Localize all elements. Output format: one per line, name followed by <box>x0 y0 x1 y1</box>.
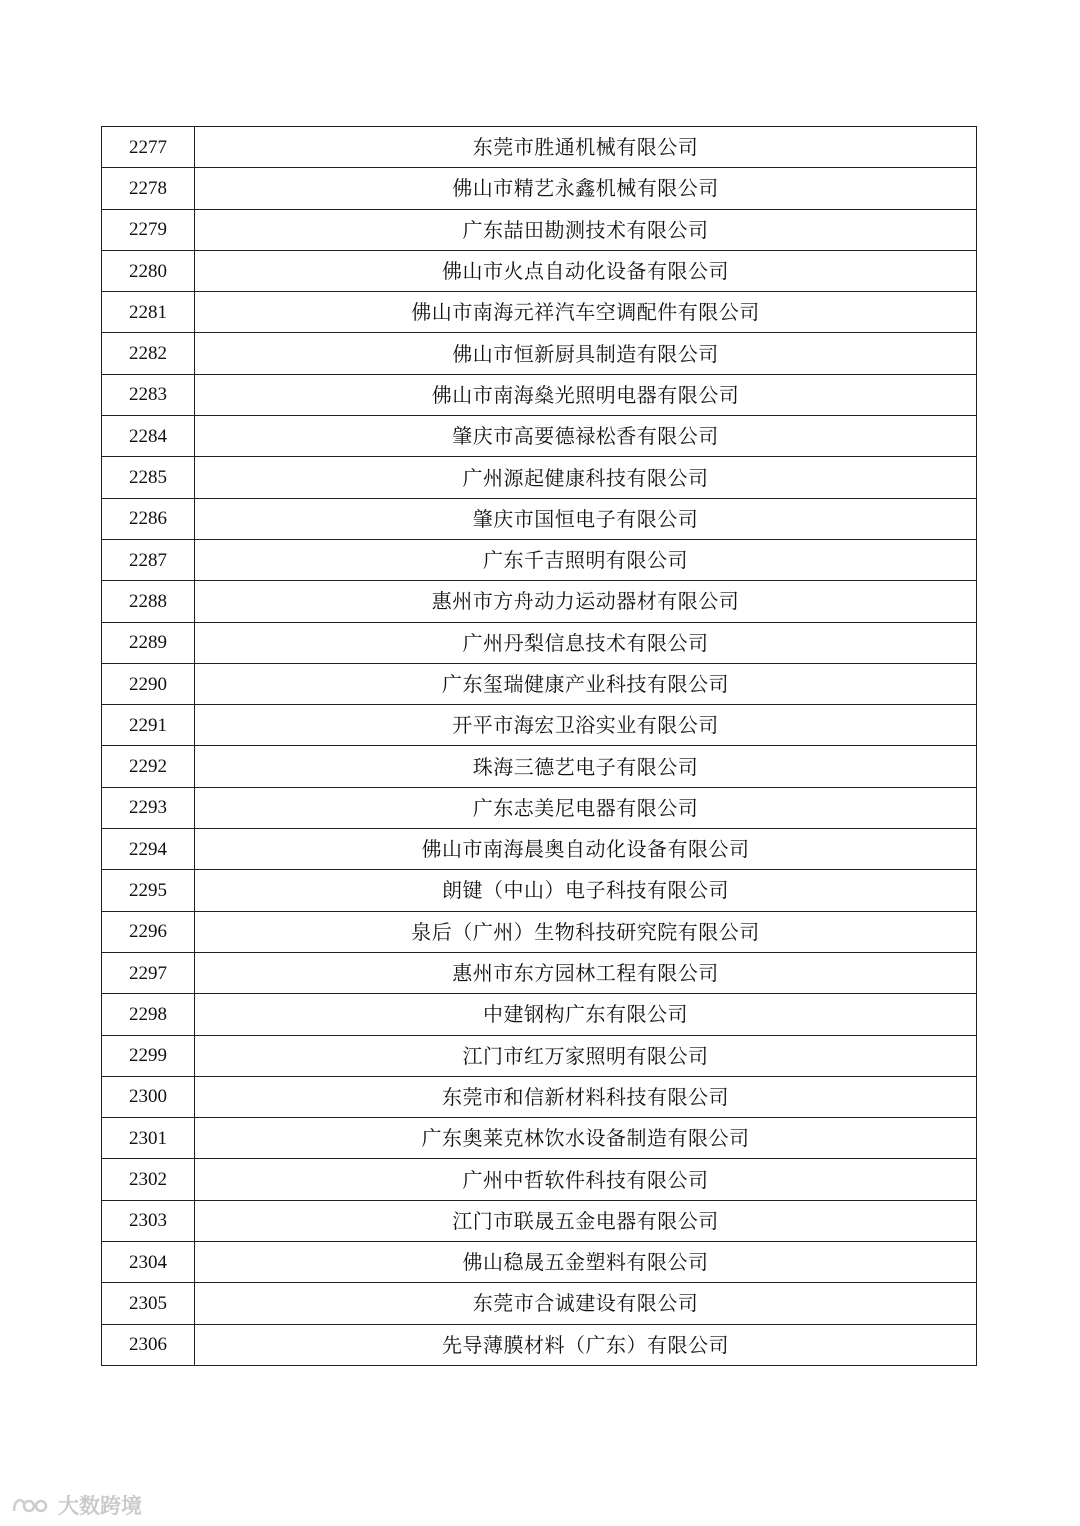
table-row <box>102 746 977 787</box>
company-name-cell: 江门市红万家照明有限公司 <box>195 1035 977 1076</box>
row-number-cell: 2298 <box>102 994 195 1035</box>
company-name-cell: 广州丹梨信息技术有限公司 <box>195 622 977 663</box>
table-row <box>102 374 977 415</box>
company-name-cell: 佛山市火点自动化设备有限公司 <box>195 250 977 291</box>
table-row <box>102 1283 977 1324</box>
row-number-cell: 2290 <box>102 663 195 704</box>
company-name-cell: 朗键（中山）电子科技有限公司 <box>195 870 977 911</box>
table-row <box>102 1118 977 1159</box>
company-name-cell: 佛山市南海元祥汽车空调配件有限公司 <box>195 292 977 333</box>
company-name-cell: 惠州市东方园林工程有限公司 <box>195 952 977 993</box>
row-number-cell: 2283 <box>102 374 195 415</box>
row-number-cell: 2286 <box>102 498 195 539</box>
company-name-cell: 肇庆市国恒电子有限公司 <box>195 498 977 539</box>
table-row <box>102 292 977 333</box>
table-row <box>102 1200 977 1241</box>
company-list-body <box>102 127 977 1366</box>
row-number-cell: 2302 <box>102 1159 195 1200</box>
table-row <box>102 622 977 663</box>
table-row <box>102 663 977 704</box>
table-row <box>102 498 977 539</box>
row-number-cell: 2293 <box>102 787 195 828</box>
row-number-cell: 2280 <box>102 250 195 291</box>
company-name-cell: 佛山市恒新厨具制造有限公司 <box>195 333 977 374</box>
company-name-cell: 广州源起健康科技有限公司 <box>195 457 977 498</box>
company-name-cell: 佛山市南海晨奥自动化设备有限公司 <box>195 829 977 870</box>
row-number-cell: 2295 <box>102 870 195 911</box>
company-name-cell: 广东玺瑞健康产业科技有限公司 <box>195 663 977 704</box>
table-row <box>102 416 977 457</box>
table-row <box>102 1324 977 1365</box>
company-name-cell: 东莞市胜通机械有限公司 <box>195 127 977 168</box>
company-name-cell: 中建钢构广东有限公司 <box>195 994 977 1035</box>
table-row <box>102 1242 977 1283</box>
row-number-cell: 2306 <box>102 1324 195 1365</box>
row-number-cell: 2291 <box>102 705 195 746</box>
table-row <box>102 870 977 911</box>
company-name-cell: 先导薄膜材料（广东）有限公司 <box>195 1324 977 1365</box>
company-name-cell: 惠州市方舟动力运动器材有限公司 <box>195 581 977 622</box>
row-number-cell: 2300 <box>102 1076 195 1117</box>
company-name-cell: 佛山市精艺永鑫机械有限公司 <box>195 168 977 209</box>
row-number-cell: 2282 <box>102 333 195 374</box>
company-list-table <box>101 126 977 1366</box>
row-number-cell: 2304 <box>102 1242 195 1283</box>
company-name-cell: 佛山稳晟五金塑料有限公司 <box>195 1242 977 1283</box>
table-row <box>102 168 977 209</box>
company-name-cell: 广东奥莱克林饮水设备制造有限公司 <box>195 1118 977 1159</box>
row-number-cell: 2278 <box>102 168 195 209</box>
company-name-cell: 广东志美尼电器有限公司 <box>195 787 977 828</box>
company-name-cell: 江门市联晟五金电器有限公司 <box>195 1200 977 1241</box>
company-name-cell: 广州中哲软件科技有限公司 <box>195 1159 977 1200</box>
table-row <box>102 705 977 746</box>
table-row <box>102 994 977 1035</box>
row-number-cell: 2296 <box>102 911 195 952</box>
company-name-cell: 东莞市合诚建设有限公司 <box>195 1283 977 1324</box>
company-name-cell: 广东喆田勘测技术有限公司 <box>195 209 977 250</box>
watermark-text: 大数跨境 <box>58 1494 142 1518</box>
row-number-cell: 2284 <box>102 416 195 457</box>
company-name-cell: 珠海三德艺电子有限公司 <box>195 746 977 787</box>
row-number-cell: 2279 <box>102 209 195 250</box>
row-number-cell: 2299 <box>102 1035 195 1076</box>
table-row <box>102 1035 977 1076</box>
logo-icon <box>10 1493 52 1517</box>
table-row <box>102 539 977 580</box>
row-number-cell: 2288 <box>102 581 195 622</box>
company-name-cell: 肇庆市高要德禄松香有限公司 <box>195 416 977 457</box>
table-row <box>102 127 977 168</box>
row-number-cell: 2285 <box>102 457 195 498</box>
row-number-cell: 2287 <box>102 539 195 580</box>
table-row <box>102 457 977 498</box>
row-number-cell: 2292 <box>102 746 195 787</box>
row-number-cell: 2294 <box>102 829 195 870</box>
company-name-cell: 开平市海宏卫浴实业有限公司 <box>195 705 977 746</box>
table-row <box>102 1076 977 1117</box>
row-number-cell: 2281 <box>102 292 195 333</box>
row-number-cell: 2303 <box>102 1200 195 1241</box>
table-row <box>102 952 977 993</box>
row-number-cell: 2277 <box>102 127 195 168</box>
company-name-cell: 广东千吉照明有限公司 <box>195 539 977 580</box>
table-row <box>102 787 977 828</box>
company-name-cell: 泉后（广州）生物科技研究院有限公司 <box>195 911 977 952</box>
company-name-cell: 东莞市和信新材料科技有限公司 <box>195 1076 977 1117</box>
table-row <box>102 209 977 250</box>
table-row <box>102 581 977 622</box>
row-number-cell: 2301 <box>102 1118 195 1159</box>
table-row <box>102 1159 977 1200</box>
table-row <box>102 333 977 374</box>
table-row <box>102 829 977 870</box>
row-number-cell: 2305 <box>102 1283 195 1324</box>
table-row <box>102 250 977 291</box>
table-row <box>102 911 977 952</box>
watermark <box>10 1490 142 1520</box>
row-number-cell: 2297 <box>102 952 195 993</box>
row-number-cell: 2289 <box>102 622 195 663</box>
company-name-cell: 佛山市南海燊光照明电器有限公司 <box>195 374 977 415</box>
